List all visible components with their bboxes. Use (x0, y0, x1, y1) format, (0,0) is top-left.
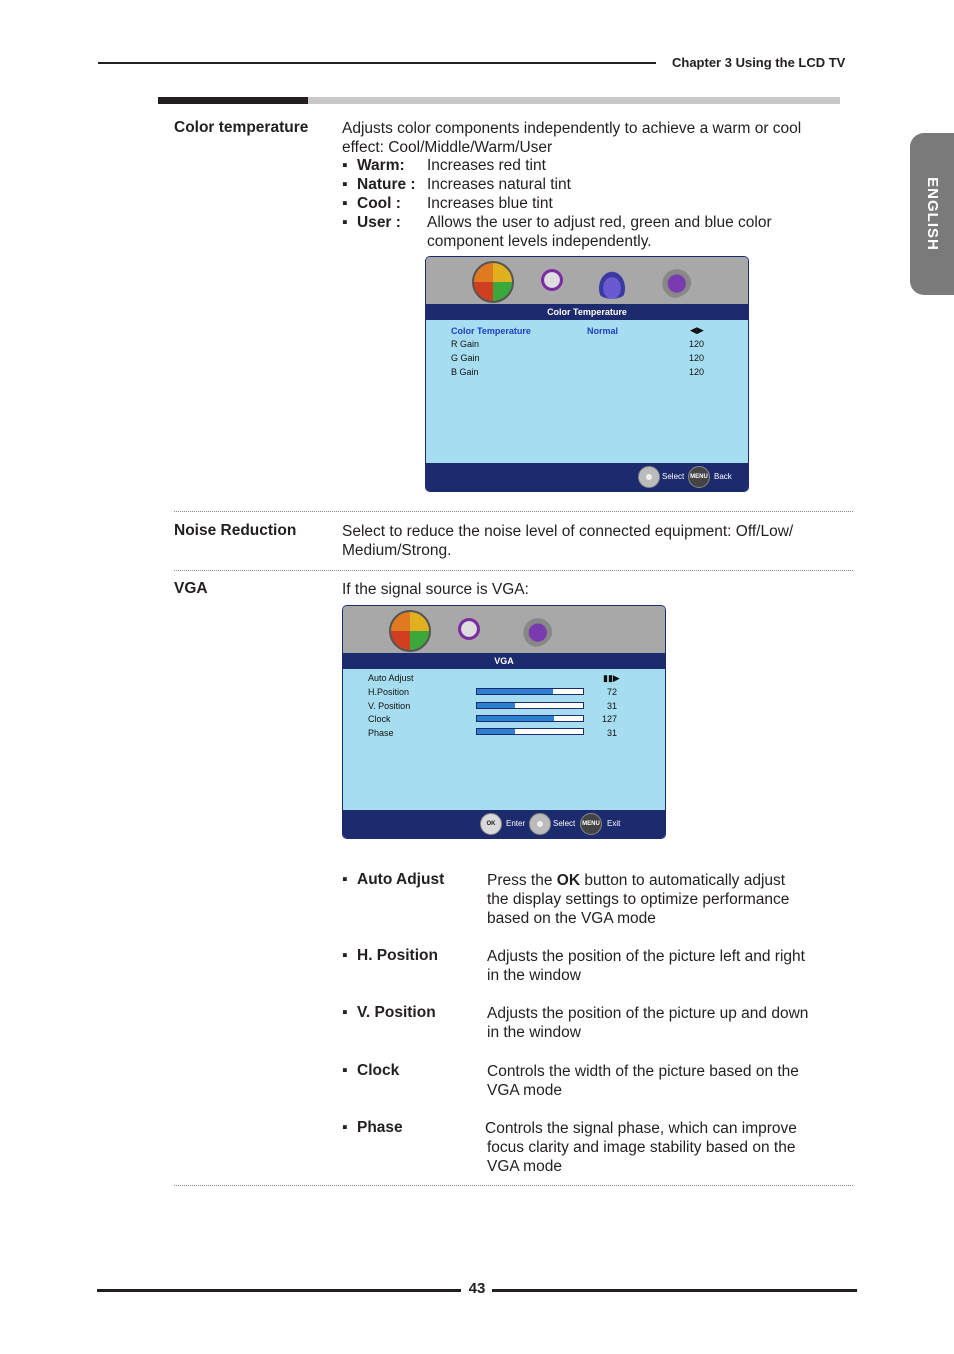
channel-icon[interactable] (592, 263, 632, 299)
osd-slider[interactable] (476, 715, 584, 722)
enter-arrow-icon[interactable]: ▮▮▶ (603, 673, 620, 683)
osd-row-value: 120 (688, 339, 704, 349)
section-bar-light (308, 97, 840, 104)
osd-row-label[interactable]: R Gain (451, 339, 480, 349)
ct-item-text: Allows the user to adjust red, green and blue color (427, 214, 772, 231)
picture-icon[interactable] (472, 261, 514, 303)
footer-select-label: Select (553, 819, 576, 828)
vga-item-desc: VGA mode (487, 1158, 562, 1175)
osd-slider[interactable] (476, 702, 584, 709)
dpad-icon (529, 813, 551, 835)
setup-icon[interactable] (654, 262, 692, 298)
desc-text: button to automatically adjust (580, 872, 786, 889)
osd-row-label[interactable]: V. Position (368, 701, 411, 711)
divider (174, 570, 853, 571)
footer-select-label: Select (662, 472, 685, 481)
bullet: ▪ (342, 871, 348, 888)
divider (174, 511, 853, 512)
ct-item-text: Increases red tint (427, 157, 546, 174)
vga-intro: If the signal source is VGA: (342, 581, 529, 598)
osd-footer (426, 463, 748, 491)
vga-item-desc: VGA mode (487, 1082, 562, 1099)
menu-button-icon: MENU (580, 813, 602, 835)
bullet: ▪ (342, 1062, 348, 1079)
ct-item-label: Cool : (357, 195, 401, 212)
ct-item-label: Warm: (357, 157, 405, 174)
osd-row-label[interactable]: Phase (368, 728, 394, 738)
section-bar-dark (158, 97, 308, 104)
ct-item-label: Nature : (357, 176, 416, 193)
ct-item-text: component levels independently. (427, 233, 652, 250)
divider (174, 1185, 853, 1186)
vga-item-desc: focus clarity and image stability based on the (487, 1139, 796, 1156)
vga-item-label: Phase (357, 1119, 403, 1136)
vga-item-label: V. Position (357, 1004, 436, 1021)
vga-item-desc: in the window (487, 1024, 581, 1041)
osd-title-bar: Color Temperature (426, 304, 748, 320)
setup-icon[interactable] (515, 611, 553, 647)
language-tab-label: ENGLISH (924, 177, 941, 251)
osd-row-label[interactable]: B Gain (451, 367, 479, 377)
desc-text: Press the (487, 872, 557, 889)
osd-row-value: 31 (606, 701, 617, 711)
vga-item-desc: Adjusts the position of the picture up and down (487, 1005, 809, 1022)
vga-item-desc: Controls the width of the picture based on the (487, 1063, 799, 1080)
vga-item-label: Auto Adjust (357, 871, 445, 888)
ct-item-label: User : (357, 214, 401, 231)
noise-reduction-term: Noise Reduction (174, 522, 297, 539)
osd-row-value: 31 (606, 728, 617, 738)
bullet: ▪ (342, 1004, 348, 1021)
color-temperature-term: Color temperature (174, 119, 309, 136)
ok-button-icon: OK (480, 813, 502, 835)
osd-row-value: 72 (606, 687, 617, 697)
vga-item-label: H. Position (357, 947, 438, 964)
osd-row-label[interactable]: G Gain (451, 353, 480, 363)
osd-row-value: 127 (601, 714, 617, 724)
ct-item-text: Increases natural tint (427, 176, 571, 193)
osd-color-temperature (425, 256, 749, 492)
header-rule (98, 62, 656, 64)
left-right-arrow-icon[interactable]: ◀▶ (690, 325, 704, 335)
vga-item-desc: the display settings to optimize performance (487, 891, 790, 908)
footer-back-label: Back (714, 472, 732, 481)
osd-row-value: 120 (688, 353, 704, 363)
osd-footer (343, 810, 665, 838)
bullet: ▪ (342, 1119, 348, 1136)
osd-row-label[interactable]: Color Temperature (451, 326, 531, 336)
osd-title-bar: VGA (343, 653, 665, 669)
chapter-title: Chapter 3 Using the LCD TV (672, 55, 846, 70)
desc-bold-text: OK (556, 872, 581, 889)
osd-icon-strip (426, 257, 748, 304)
noise-reduction-desc-2: Medium/Strong. (342, 542, 452, 559)
picture-icon[interactable] (389, 610, 431, 652)
osd-vga (342, 605, 666, 839)
vga-item-desc (487, 871, 785, 890)
footer-rule-left (97, 1289, 461, 1292)
ct-item-text: Increases blue tint (427, 195, 553, 212)
bullet: ▪ (342, 214, 348, 231)
footer-rule-right (492, 1289, 857, 1292)
sound-icon[interactable] (451, 611, 487, 647)
footer-exit-label: Exit (607, 819, 621, 828)
dpad-icon (638, 466, 660, 488)
bullet: ▪ (342, 176, 348, 193)
vga-item-desc: in the window (487, 967, 581, 984)
osd-slider[interactable] (476, 728, 584, 735)
sound-icon[interactable] (534, 262, 570, 298)
osd-slider[interactable] (476, 688, 584, 695)
vga-item-desc: Controls the signal phase, which can improve (485, 1120, 797, 1137)
osd-row-label[interactable]: Auto Adjust (368, 673, 414, 683)
osd-row-label[interactable]: Clock (368, 714, 391, 724)
bullet: ▪ (342, 195, 348, 212)
osd-row-value: 120 (688, 367, 704, 377)
vga-term: VGA (174, 580, 208, 597)
osd-row-value: Normal (587, 326, 619, 336)
footer-enter-label: Enter (506, 819, 526, 828)
noise-reduction-desc-1: Select to reduce the noise level of connected equipment: Off/Low/ (342, 523, 794, 540)
language-tab (910, 133, 954, 295)
bullet: ▪ (342, 947, 348, 964)
color-temperature-desc-1: Adjusts color components independently to achieve a warm or cool (342, 120, 802, 137)
menu-button-icon: MENU (688, 466, 710, 488)
bullet: ▪ (342, 157, 348, 174)
vga-item-label: Clock (357, 1062, 400, 1079)
osd-icon-strip (343, 606, 665, 653)
vga-item-desc: Adjusts the position of the picture left and right (487, 948, 805, 965)
osd-row-label[interactable]: H.Position (368, 687, 410, 697)
page-number: 43 (468, 1280, 486, 1297)
color-temperature-desc-2: effect: Cool/Middle/Warm/User (342, 139, 553, 156)
vga-item-desc: based on the VGA mode (487, 910, 656, 927)
